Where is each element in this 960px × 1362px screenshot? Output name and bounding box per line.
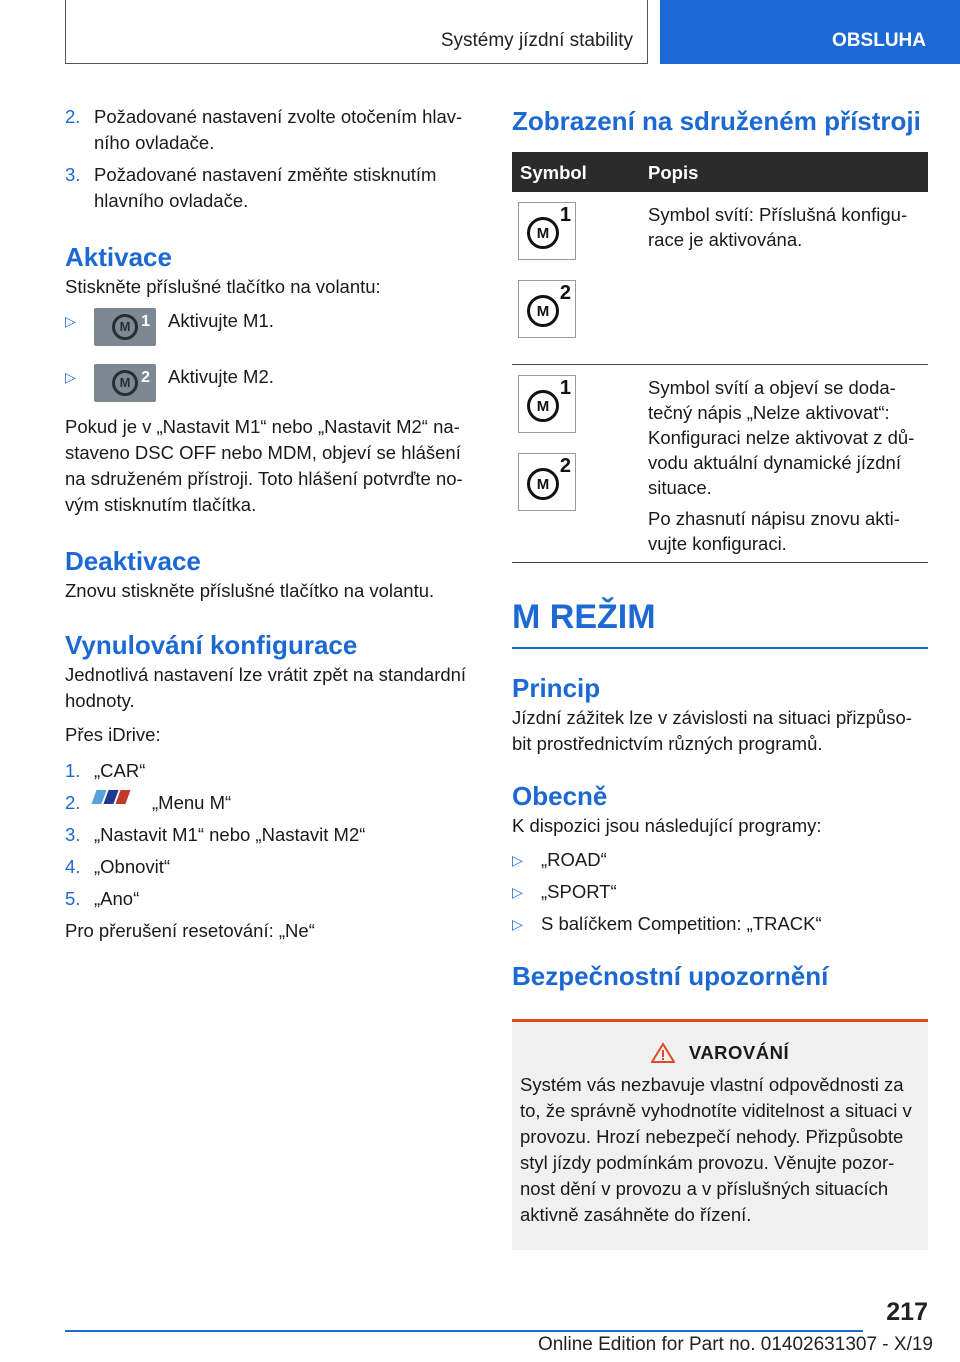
reset-via: Přes iDrive: xyxy=(65,724,161,745)
step-text: „Nastavit M1“ nebo „Nastavit M2“ xyxy=(94,824,366,845)
list-item xyxy=(65,886,478,912)
list-item xyxy=(512,911,928,937)
bullet-triangle-icon: ▷ xyxy=(512,884,523,900)
page-number: 217 xyxy=(886,1298,928,1326)
warning-box xyxy=(512,1019,928,1250)
aktivace-note: Pokud je v „Nastavit M1“ nebo „Nastavit M2“ na‐staveno DSC OFF nebo MDM, objeví se hlášení na sdruženém přístroji. Toto hlášení potvrďte no‐vým stisknutím tlačítka. xyxy=(65,416,463,515)
m2-button-icon: M 2 xyxy=(94,364,156,402)
symbol-table xyxy=(512,152,928,563)
step-number: 2. xyxy=(65,792,81,813)
m1-indicator-icon: M 1 xyxy=(518,375,576,433)
program-track: S balíčkem Competition: „TRACK“ xyxy=(541,913,822,934)
m1-button-icon: M 1 xyxy=(94,308,156,346)
table-header-description: Popis xyxy=(640,152,928,192)
section-title: Systémy jízdní stability xyxy=(440,30,633,51)
list-item xyxy=(65,162,478,214)
step-number: 3. xyxy=(65,164,81,185)
princip-text: Jízdní zážitek lze v závislosti na situaci přizpůso‐bit prostřednictvím různých programů. xyxy=(512,707,912,754)
program-road: „ROAD“ xyxy=(541,849,607,870)
bullet-triangle-icon: ▷ xyxy=(512,852,523,868)
m-stripes-logo-icon xyxy=(94,790,140,804)
list-item xyxy=(65,364,478,402)
step-number: 4. xyxy=(65,856,81,877)
list-item xyxy=(512,847,928,873)
list-item xyxy=(65,758,478,784)
step-text: „Menu M“ xyxy=(152,792,232,813)
step-text: „CAR“ xyxy=(94,760,146,781)
list-item xyxy=(65,822,478,848)
list-item xyxy=(512,879,928,905)
program-sport: „SPORT“ xyxy=(541,881,617,902)
m-rezim-heading: M REŽIM xyxy=(512,595,928,649)
safety-heading: Bezpečnostní upozornění xyxy=(512,961,829,991)
warning-title: VAROVÁNÍ xyxy=(520,1040,920,1066)
table-cell-desc-2: Po zhasnutí nápisu znovu akti‐vujte konfiguraci. xyxy=(648,508,900,554)
step-text: „Ano“ xyxy=(94,888,140,909)
display-heading: Zobrazení na sdruženém přístroji xyxy=(512,106,921,136)
footer-divider xyxy=(65,1330,863,1332)
aktivace-heading: Aktivace xyxy=(65,242,172,272)
list-item xyxy=(65,790,478,816)
table-row xyxy=(512,365,928,563)
table-row xyxy=(512,192,928,365)
princip-heading: Princip xyxy=(512,673,601,703)
header-section-box xyxy=(65,0,648,64)
m2-indicator-icon: M 2 xyxy=(518,280,576,338)
obecne-text: K dispozici jsou následující programy: xyxy=(512,815,822,836)
step-text: Požadované nastavení zvolte otočením hlav‐ního ovladače. xyxy=(94,106,463,153)
step-number: 5. xyxy=(65,888,81,909)
m2-indicator-icon: M 2 xyxy=(518,453,576,511)
reset-heading: Vynulování konfigurace xyxy=(65,630,358,660)
bullet-triangle-icon: ▷ xyxy=(65,313,76,329)
m1-indicator-icon: M 1 xyxy=(518,202,576,260)
right-column xyxy=(512,104,928,1250)
step-number: 2. xyxy=(65,106,81,127)
list-item xyxy=(65,854,478,880)
step-number: 3. xyxy=(65,824,81,845)
edition-text: Online Edition for Part no. 01402631307 - X/19 xyxy=(537,1334,933,1355)
deaktivace-text: Znovu stiskněte příslušné tlačítko na volantu. xyxy=(65,580,435,601)
chapter-tab[interactable]: OBSLUHA xyxy=(660,0,960,64)
aktivace-intro: Stiskněte příslušné tlačítko na volantu: xyxy=(65,276,381,297)
table-cell-desc: Symbol svítí: Příslušná konfigu‐race je aktivována. xyxy=(648,204,908,250)
list-item xyxy=(65,104,478,156)
step-number: 1. xyxy=(65,760,81,781)
list-item xyxy=(65,308,478,346)
warning-text: Systém vás nezbavuje vlastní odpovědnosti za to, že správně vyhodnotíte viditelnost a situaci v provozu. Hrozí nebezpečí nehody. Přizpůsobte styl jízdy podmínkám provozu. Věnujte pozor‐nost dění v provozu a v příslušných situacích aktivně zasáhněte do řízení. xyxy=(520,1074,912,1225)
warning-triangle-icon xyxy=(651,1042,675,1064)
step-text: „Obnovit“ xyxy=(94,856,171,877)
bullet-triangle-icon: ▷ xyxy=(65,369,76,385)
left-column xyxy=(65,104,478,944)
reset-cancel: Pro přerušení resetování: „Ne“ xyxy=(65,920,315,941)
reset-text: Jednotlivá nastavení lze vrátit zpět na standardní hodnoty. xyxy=(65,664,467,711)
obecne-heading: Obecně xyxy=(512,781,608,811)
bullet-triangle-icon: ▷ xyxy=(512,916,523,932)
aktivace-m1-label: Aktivujte M1. xyxy=(168,310,274,331)
step-text: Požadované nastavení změňte stisknutím hlavního ovladače. xyxy=(94,164,437,211)
deaktivace-heading: Deaktivace xyxy=(65,546,201,576)
aktivace-m2-label: Aktivujte M2. xyxy=(168,366,274,387)
table-header-symbol: Symbol xyxy=(512,152,640,192)
table-cell-desc: Symbol svítí a objeví se doda‐tečný nápis „Nelze aktivovat“: Konfiguraci nelze aktivovat z dů‐vodu aktuální dynamické jízdní situace. xyxy=(648,377,915,498)
